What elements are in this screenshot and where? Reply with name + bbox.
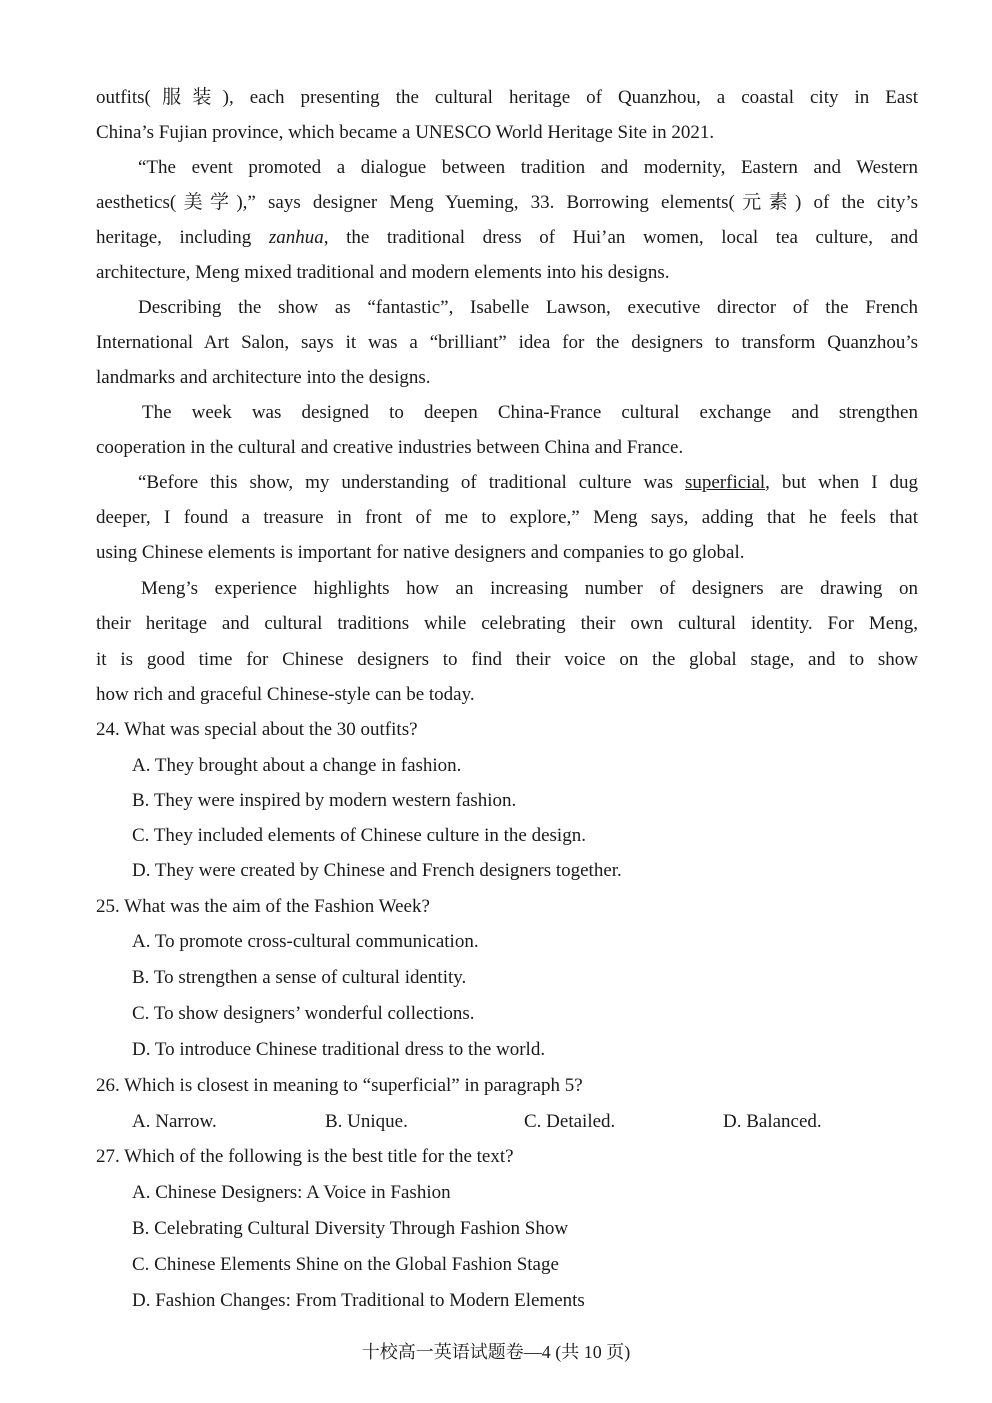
- answer-option: C. Detailed.: [524, 1111, 616, 1132]
- answer-option: C. Chinese Elements Shine on the Global Fashion Stage: [132, 1254, 559, 1275]
- passage-line: China’s Fujian province, which became a UNESCO World Heritage Site in 2021.: [96, 122, 715, 143]
- text-segment: heritage, including: [96, 227, 269, 248]
- question-stem: 24. What was special about the 30 outfits?: [96, 719, 418, 740]
- passage-line: outfits(服装), each presenting the cultural heritage of Quanzhou, a coastal city in East: [96, 87, 918, 108]
- passage-line-with-italic: [96, 226, 918, 250]
- question-stem: 25. What was the aim of the Fashion Week?: [96, 896, 430, 917]
- text-segment: , the traditional dress of Hui’an women, local tea culture, and: [323, 227, 918, 248]
- passage-line-with-underline: [138, 471, 918, 495]
- question-stem: 27. Which of the following is the best title for the text?: [96, 1146, 514, 1167]
- passage-line: Meng’s experience highlights how an increasing number of designers are drawing on: [141, 578, 918, 599]
- question-stem: 26. Which is closest in meaning to “superficial” in paragraph 5?: [96, 1075, 583, 1096]
- answer-option: D. Fashion Changes: From Traditional to Modern Elements: [132, 1290, 585, 1311]
- passage-line: using Chinese elements is important for native designers and companies to go global.: [96, 542, 745, 563]
- passage-line: deeper, I found a treasure in front of me to explore,” Meng says, adding that he feels that: [96, 507, 918, 528]
- passage-line: it is good time for Chinese designers to find their voice on the global stage, and to show: [96, 649, 918, 670]
- passage-line: their heritage and cultural traditions while celebrating their own cultural identity. For Meng,: [96, 613, 918, 634]
- text-segment: , but when I dug: [765, 472, 918, 493]
- answer-option: C. They included elements of Chinese culture in the design.: [132, 825, 586, 846]
- answer-option: D. Balanced.: [723, 1111, 822, 1132]
- answer-option: D. They were created by Chinese and French designers together.: [132, 860, 622, 881]
- passage-line: architecture, Meng mixed traditional and modern elements into his designs.: [96, 262, 670, 283]
- answer-option: B. They were inspired by modern western fashion.: [132, 790, 517, 811]
- answer-option: B. Unique.: [325, 1111, 408, 1132]
- answer-option: B. Celebrating Cultural Diversity Through Fashion Show: [132, 1218, 569, 1239]
- answer-option: A. Chinese Designers: A Voice in Fashion: [132, 1182, 451, 1203]
- passage-line: “The event promoted a dialogue between tradition and modernity, Eastern and Western: [138, 157, 918, 178]
- passage-line: how rich and graceful Chinese-style can be today.: [96, 684, 475, 705]
- passage-line: The week was designed to deepen China-France cultural exchange and strengthen: [142, 402, 918, 423]
- passage-line: aesthetics(美学),” says designer Meng Yueming, 33. Borrowing elements(元素) of the city’s: [96, 192, 918, 213]
- answer-option: D. To introduce Chinese traditional dress to the world.: [132, 1039, 546, 1060]
- answer-option: A. They brought about a change in fashion.: [132, 755, 462, 776]
- passage-line: International Art Salon, says it was a “brilliant” idea for the designers to transform Quanzhou’s: [96, 332, 918, 353]
- underlined-word: superficial: [684, 472, 766, 493]
- page-footer: 十校高一英语试题卷—4 (共 10 页): [361, 1342, 631, 1362]
- passage-line: cooperation in the cultural and creative industries between China and France.: [96, 437, 684, 458]
- answer-option: A. Narrow.: [132, 1111, 217, 1132]
- passage-line: Describing the show as “fantastic”, Isabelle Lawson, executive director of the French: [138, 297, 918, 318]
- text-segment: “Before this show, my understanding of traditional culture was: [138, 472, 685, 493]
- passage-line: landmarks and architecture into the designs.: [96, 367, 431, 388]
- answer-option: A. To promote cross-cultural communication.: [132, 931, 479, 952]
- answer-option: B. To strengthen a sense of cultural identity.: [132, 967, 467, 988]
- italic-term: zanhua: [268, 227, 324, 248]
- answer-option: C. To show designers’ wonderful collections.: [132, 1003, 475, 1024]
